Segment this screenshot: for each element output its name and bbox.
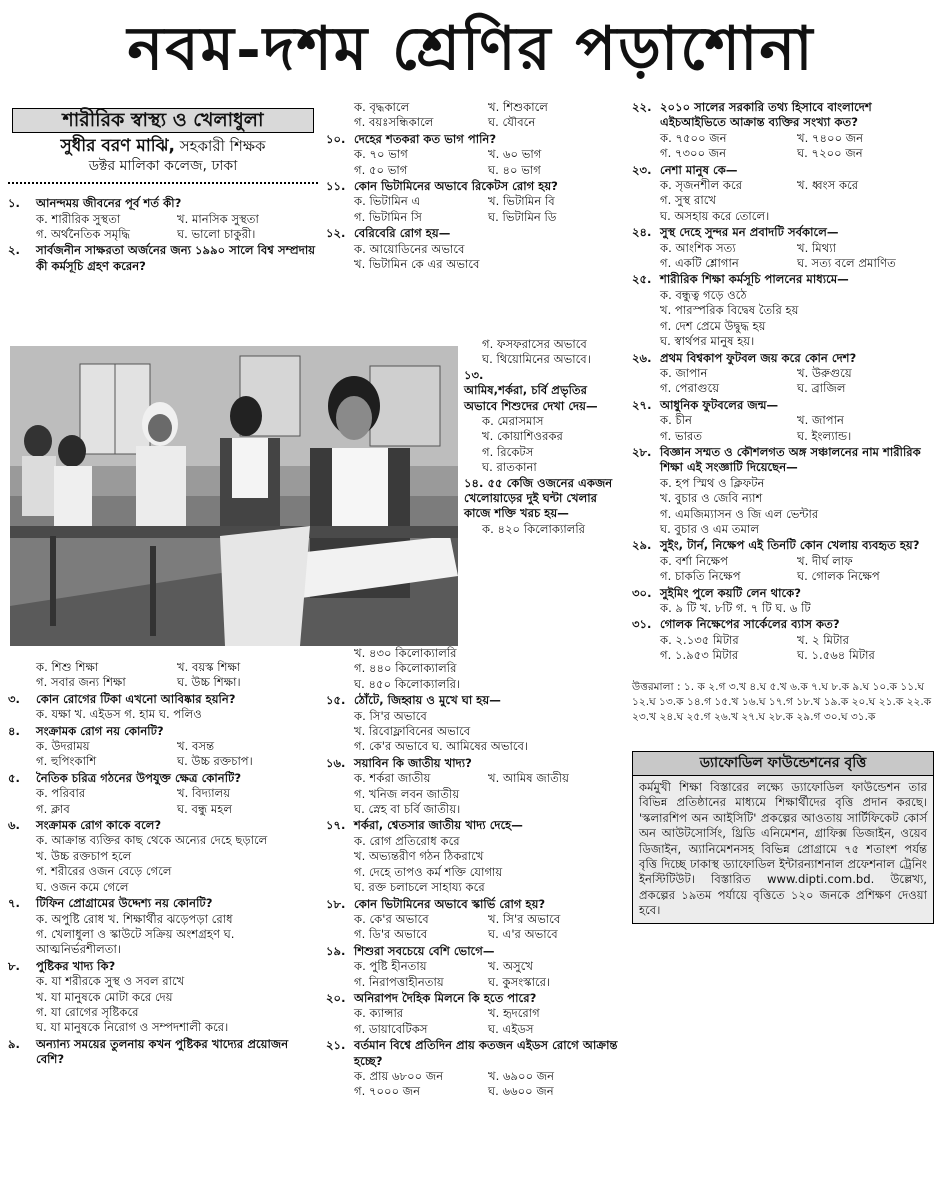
option-text: খ. জাপান xyxy=(797,413,844,428)
question-text-row xyxy=(326,226,622,241)
question-number: ১৮. xyxy=(326,896,346,911)
question-text-row xyxy=(632,538,934,553)
question-item xyxy=(632,445,934,537)
option-text: ঘ. ইংল্যান্ড। xyxy=(797,428,852,443)
option-row xyxy=(632,633,934,648)
option-line: ঘ. স্বার্থপর মানুষ হয়। xyxy=(660,334,755,349)
option-text: গ. একটি শ্লোগান xyxy=(660,256,739,271)
question-text-row xyxy=(8,724,318,739)
option-line: খ. ৪৩০ কিলোক্যালরি xyxy=(354,646,457,660)
option-text: ক. ২.১৩৫ মিটার xyxy=(660,632,739,647)
option-text: গ. অর্থনৈতিক সমৃদ্ধি xyxy=(36,227,131,242)
option-text: ঘ. উচ্চ রক্তচাপ। xyxy=(177,754,253,769)
question-number: ৬. xyxy=(8,818,20,833)
option-text: গ. ভিটামিন সি xyxy=(354,209,422,224)
question-text-row xyxy=(8,818,318,833)
question-text: বর্তমান বিশ্বে প্রতিদিন প্রায় কতজন এইডস রোগে আক্রান্ত হচ্ছে? xyxy=(354,1038,618,1068)
wrapped-line: ঘ. থিয়োমিনের অভাবে। xyxy=(482,352,591,367)
option-line: গ. শরীরের ওজন বেড়ে গেলে xyxy=(36,864,172,879)
option-row xyxy=(8,212,318,227)
column-left-lower xyxy=(8,660,318,1069)
question-number: ১৫. xyxy=(326,693,346,708)
option-line: গ. খনিজ লবন জাতীয় xyxy=(354,786,460,801)
option-row xyxy=(8,786,318,801)
option-text: গ. বয়ঃসন্ধিকালে xyxy=(354,115,434,130)
question-text: আনন্দময় জীবনের পূর্ব শর্ত কী? xyxy=(36,196,182,211)
question-text-row xyxy=(632,617,934,632)
option-row xyxy=(632,366,934,381)
question-item xyxy=(326,132,622,178)
option-line: ঘ. বুচার ও এম তমাল xyxy=(660,521,759,536)
option-line: ঘ. অসহায় করে তোলে। xyxy=(660,208,770,223)
option-text: খ. বিদ্যালয় xyxy=(177,786,231,801)
option-text: ক. উদরাময় xyxy=(36,739,90,754)
option-text: খ. ধ্বংস করে xyxy=(797,178,859,193)
question-item xyxy=(326,179,622,225)
option-text: খ. ৬৯০০ জন xyxy=(488,1068,555,1083)
option-text: গ. ভারত xyxy=(660,428,703,443)
question-text: সয়াবিন কি জাতীয় খাদ্য? xyxy=(354,755,472,770)
option-text: ঘ. এ'র অভাবে xyxy=(488,927,558,942)
question-item xyxy=(326,693,622,755)
question-text-row xyxy=(8,1037,318,1068)
option-line: গ. যা রোগের সৃষ্টিকরে xyxy=(36,1004,139,1019)
option-text: গ. নিরাপত্তাহীনতায় xyxy=(354,974,444,989)
option-text: ক. ভিটামিন এ xyxy=(354,194,421,209)
question-number: ৩১. xyxy=(632,617,652,632)
question-text: নৈতিক চরিত্র গঠনের উপযুক্ত ক্ষেত্র কোনটি? xyxy=(36,770,242,785)
question-list xyxy=(8,196,318,274)
question-text-row xyxy=(8,771,318,786)
question-item xyxy=(8,724,318,770)
option-text: গ. ৭০০০ জন xyxy=(354,1084,421,1099)
option-text: গ. পেরাগুয়ে xyxy=(660,381,720,396)
question-item xyxy=(632,225,934,271)
question-item xyxy=(632,538,934,584)
question-text: পুষ্টিকর খাদ্য কি? xyxy=(36,958,116,973)
author-line xyxy=(8,136,318,157)
question-number: ২৬. xyxy=(632,350,652,365)
option-line: খ. উচ্চ রক্তচাপ হলে xyxy=(36,848,132,863)
option-text: খ. শিশুকালে xyxy=(488,100,548,114)
option-text: ক. বর্শা নিক্ষেপ xyxy=(660,553,728,568)
question-number: ২৯. xyxy=(632,538,652,553)
question-item xyxy=(326,100,622,131)
question-item xyxy=(326,1038,622,1100)
question-number: ৩০. xyxy=(632,585,652,600)
question-item xyxy=(8,243,318,274)
option-line: ঘ. ৪৫০ কিলোক্যালরি। xyxy=(354,676,461,691)
question-item xyxy=(8,660,318,691)
question-number: ২. xyxy=(8,243,20,258)
answer-key: উত্তরমালা : ১. ক ২.গ ৩.খ ৪.ঘ ৫.খ ৬.ক ৭.ঘ ৮.ক ৯.ঘ ১০.ক ১১.ঘ ১২.ঘ ১৩.ক ১৪.গ ১৫.খ ১৬.ঘ ১৭.গ ১৮.খ ১৯.ক ২০.ঘ ২১.ক ২২.ক ২৩.খ ২৪.ঘ ২৫.গ ২৬.খ ২৭.ঘ ২৮.ক ২৯.গ ৩০.ঘ ৩১.ক xyxy=(632,680,932,723)
option-text: ঘ. ভিটামিন ডি xyxy=(488,209,557,224)
question-text: কোন ভিটামিনের অভাবে স্কার্ভি রোগ হয়? xyxy=(354,896,546,911)
option-line: খ. বুচার ও জেবি ন্যাশ xyxy=(660,491,763,506)
question-number: ১০. xyxy=(326,131,346,146)
question-number: ২৪. xyxy=(632,225,652,240)
option-text: ক. জাপান xyxy=(660,365,708,380)
option-line: ক. রোগ প্রতিরোধ করে xyxy=(354,833,460,848)
question-text: সংক্রামক রোগ কাকে বলে? xyxy=(36,818,162,833)
option-text: ক. পরিবার xyxy=(36,786,86,801)
wrapped-line: খ. কোয়াশিওরকর xyxy=(482,429,563,444)
question-text-row xyxy=(8,692,318,707)
question-text-row xyxy=(326,693,622,708)
option-text: ক. সৃজনশীল করে xyxy=(660,178,743,193)
option-row xyxy=(326,1006,622,1021)
question-text-row xyxy=(632,163,934,178)
wrapped-line: ক. ৪২০ কিলোক্যালরি xyxy=(482,521,586,536)
option-line: গ. খেলাধুলা ও স্কাউটে সক্রিয় অংশগ্রহণ ঘ. আত্মনির্ভরশীলতা। xyxy=(36,926,235,957)
question-text: বিজ্ঞান সম্মত ও কৌশলগত অঙ্গ সঞ্চালনের নাম শারীরিক শিক্ষা এই সংজ্ঞাটি দিয়েছেন— xyxy=(660,444,921,475)
option-text: ঘ. উচ্চ শিক্ষা। xyxy=(177,675,241,690)
question-text-row xyxy=(326,818,622,833)
question-item xyxy=(326,991,622,1037)
option-row xyxy=(8,754,318,769)
option-text: ক. ক্যান্সার xyxy=(354,1006,404,1021)
question-text: শিশুরা সবচেয়ে বেশি ভোগে— xyxy=(354,943,495,958)
question-text: শারীরিক শিক্ষা কর্মসূচি পালনের মাধ্যমে— xyxy=(660,272,849,287)
option-row xyxy=(632,569,934,584)
option-line: খ. পারস্পরিক বিদ্বেষ তৈরি হয় xyxy=(660,303,799,318)
scholarship-box xyxy=(632,751,934,924)
section-title: শারীরিক স্বাস্থ্য ও খেলাধুলা xyxy=(12,108,314,133)
option-text: খ. বসন্ত xyxy=(177,739,215,754)
option-line: গ. এমজিম্যাসন ও জি এল ভেন্টার xyxy=(660,506,819,521)
option-line: ক. ৯ টি খ. ৮টি গ. ৭ টি ঘ. ৬ টি xyxy=(660,601,811,615)
option-row xyxy=(326,194,622,209)
photo-illustration xyxy=(10,346,458,646)
question-text: সংক্রামক রোগ নয় কোনটি? xyxy=(36,723,164,738)
option-row xyxy=(326,210,622,225)
option-text: খ. সি'র অভাবে xyxy=(488,911,561,926)
question-text-row xyxy=(632,100,934,131)
option-text: গ. ১.৯৫৩ মিটার xyxy=(660,648,739,663)
question-text: প্রথম বিশ্বকাপ ফুটবল জয় করে কোন দেশ? xyxy=(660,350,857,365)
option-text: ঘ. সত্য বলে প্রমাণিত xyxy=(797,256,896,271)
option-text: ঘ. ৭২০০ জন xyxy=(797,146,863,161)
author-role: সহকারী শিক্ষক xyxy=(179,137,266,156)
students-exam-photo xyxy=(10,346,458,646)
question-item xyxy=(8,692,318,723)
option-text: খ. ৭৪০০ জন xyxy=(797,130,864,145)
question-number: ১৭. xyxy=(326,818,346,833)
question-number: ৫. xyxy=(8,770,20,785)
option-line: খ. অভ্যন্তরীণ গঠন ঠিকরাখে xyxy=(354,849,484,864)
wrapped-line: ক. মেরাসমাস xyxy=(482,414,544,429)
option-row xyxy=(632,256,934,271)
wrapped-line: গ. রিকেটস xyxy=(482,444,534,459)
option-text: খ. হৃদরোগ xyxy=(488,1006,540,1021)
option-row xyxy=(632,381,934,396)
option-row xyxy=(326,163,622,178)
question-item xyxy=(632,586,934,617)
question-text-row xyxy=(326,1038,622,1069)
option-text: ক. আংশিক সত্য xyxy=(660,240,736,255)
question-text: কোন ভিটামিনের অভাবে রিকেটস রোগ হয়? xyxy=(354,179,558,194)
column-left xyxy=(8,108,318,275)
question-item xyxy=(326,756,622,818)
question-text-row xyxy=(8,896,318,911)
question-number: ২৮. xyxy=(632,444,652,459)
option-text: ঘ. কুসংস্কারে। xyxy=(488,974,551,989)
question-text-row xyxy=(326,179,622,194)
option-row xyxy=(326,1069,622,1084)
option-row xyxy=(8,739,318,754)
question-text-row xyxy=(632,351,934,366)
question-text-row xyxy=(326,944,622,959)
option-text: ক. পুষ্টি হীনতায় xyxy=(354,959,427,974)
option-text: খ. মিথ্যা xyxy=(797,240,836,255)
question-text: অন্যান্য সময়ের তুলনায় কখন পুষ্টিকর খাদ্যের প্রয়োজন বেশি? xyxy=(36,1036,289,1067)
option-text: খ. ভিটামিন বি xyxy=(488,194,555,209)
question-text: দেহের শতকরা কত ভাগ পানি? xyxy=(354,131,497,146)
option-line: ক. অপুষ্টি রোধ খ. শিক্ষার্থীর ঝড়েপড়া রোধ xyxy=(36,911,233,926)
option-row xyxy=(632,178,934,193)
wrapped-line: ১৪. ৫৫ কেজি ওজনের একজন খেলোয়াড়ের দুই ঘন্টা খেলার কাজে শক্তি খরচ হয়— xyxy=(464,475,613,521)
option-line: ক. যক্ষা খ. এইডস গ. হাম ঘ. পলিও xyxy=(36,707,202,722)
question-item xyxy=(632,272,934,349)
option-row xyxy=(632,648,934,663)
question-text-row xyxy=(326,132,622,147)
question-text: কোন রোগের টিকা এখনো আবিষ্কার হয়নি? xyxy=(36,691,236,706)
option-row xyxy=(326,115,622,130)
question-item xyxy=(632,617,934,663)
page-banner xyxy=(0,0,942,100)
question-number: ২৩. xyxy=(632,162,652,177)
option-line: ঘ. রক্ত চলাচলে সাহায্য করে xyxy=(354,880,485,895)
author-name: সুধীর বরণ মাঝি, xyxy=(60,136,175,157)
question-number: ১৯. xyxy=(326,943,346,958)
option-text: ক. ৭৫০০ জন xyxy=(660,130,727,145)
question-item xyxy=(326,818,622,895)
option-text: ঘ. ভালো চাকুরী। xyxy=(177,227,256,242)
option-line: ক. বন্ধুত্ব গড়ে ওঠে xyxy=(660,287,747,302)
option-row xyxy=(8,802,318,817)
question-text-row xyxy=(632,272,934,287)
column-right xyxy=(632,100,934,924)
question-item xyxy=(632,398,934,444)
question-text: ২০১০ সালের সরকারি তথ্য হিসাবে বাংলাদেশ এইচআইভিতে আক্রান্ত ব্যক্তির সংখ্যা কত? xyxy=(660,100,872,130)
option-text: ক. কে'র অভাবে xyxy=(354,911,429,926)
option-text: গ. ডি'র অভাবে xyxy=(354,927,428,942)
question-text: সুস্থ দেহে সুন্দর মন প্রবাদটি সর্বকালে— xyxy=(660,225,839,240)
question-item xyxy=(326,226,622,272)
question-text: টিফিন প্রোগ্রামের উদ্দেশ্য নয় কোনটি? xyxy=(36,896,213,911)
option-line: খ. রিবোফ্লাবিনের অভাবে xyxy=(354,724,471,739)
option-row xyxy=(326,1084,622,1099)
scholarship-title: ড্যাফোডিল ফাউন্ডেশনের বৃত্তি xyxy=(632,751,934,776)
option-text: ক. ৭০ ভাগ xyxy=(354,147,408,162)
option-text: ঘ. গোলক নিক্ষেপ xyxy=(797,569,880,584)
option-row xyxy=(632,146,934,161)
option-text: ক. বৃদ্ধকালে xyxy=(354,100,410,114)
question-item xyxy=(632,351,934,397)
option-line: ক. যা শরীরকে সুস্থ ও সবল রাখে xyxy=(36,974,185,989)
question-text-row xyxy=(632,398,934,413)
option-text: গ. ৫০ ভাগ xyxy=(354,162,408,177)
question-text: আধুনিক ফুটবলের জন্ম— xyxy=(660,397,779,412)
question-text: শর্করা, শ্বেতসার জাতীয় খাদ্য দেহে— xyxy=(354,818,523,833)
option-text: গ. সবার জন্য শিক্ষা xyxy=(36,675,126,690)
option-line: খ. ভিটামিন কে এর অভাবে xyxy=(354,257,480,272)
wrapped-line: গ. ফসফরাসের অভাবে xyxy=(482,337,587,351)
page-title: নবম-দশম শ্রেণির পড়াশোনা xyxy=(127,14,815,84)
option-row xyxy=(8,675,318,690)
question-text-row xyxy=(8,959,318,974)
wrapped-line: আমিষ,শর্করা, চর্বি প্রভৃতির অভাবে শিশুদের দেখা দেয়— xyxy=(464,383,598,413)
option-line: ক. সি'র অভাবে xyxy=(354,708,427,723)
option-line: ক. আয়োডিনের অভাবে xyxy=(354,241,465,256)
option-line: গ. দেহে তাপও কর্ম শক্তি যোগায় xyxy=(354,864,503,879)
question-text-row xyxy=(632,586,934,601)
option-line: গ. কে'র অভাবে ঘ. আমিষের অভাবে। xyxy=(354,739,529,754)
question-text-row xyxy=(8,196,318,211)
question-text: সার্বজনীন সাক্ষরতা অর্জনের জন্য ১৯৯০ সালে বিশ্ব সম্প্রদায় কী কর্মসূচি গ্রহণ করেন? xyxy=(36,243,316,273)
option-line: ক. হপ স্মিথ ও ক্লিফটন xyxy=(660,475,765,490)
option-text: ক. চীন xyxy=(660,413,692,428)
question-item xyxy=(8,959,318,1036)
scholarship-body: কর্মমুখী শিক্ষা বিস্তারের লক্ষ্যে ড্যাফোডিল ফাউন্ডেশন তার বিভিন্ন প্রতিষ্ঠানের মাধ্যমে শিক্ষার্থীদের বৃত্তি প্রদান করছে। 'স্কলারশিপ অন আইসিটি' প্রকল্পের আওতায় সার্টিফিকেট কোর্স অন আউটসোর্সিং, থ্রিডি এনিমেশন, গ্রাফিক্স ডিজাইন, ওয়েব ডিজাইন, অ্যানিমেশনসহ বিভিন্ন প্রোগ্রামে ৭৫ শতাংশ পর্যন্ত বৃত্তি দিচ্ছে ঢাকাস্থ ড্যাফোডিল ইন্টারন্যাশনাল প্রফেশনাল ট্রেনিং ইনস্টিটিউট। বিস্তারিত www.dipti.com.bd. উল্লেখ্য, প্রকল্পের ১৯তম পর্যায়ে বৃত্তিতে ১২০ জনকে প্রশিক্ষণ দেওয়া হবে। xyxy=(632,776,934,924)
option-text: গ. চাকতি নিক্ষেপ xyxy=(660,569,741,584)
option-text: খ. উরুগুয়ে xyxy=(797,365,852,380)
question-text-row xyxy=(632,225,934,240)
question-item xyxy=(8,818,318,895)
option-row xyxy=(326,1022,622,1037)
question-number: ১৬. xyxy=(326,755,346,770)
question-item xyxy=(632,100,934,162)
question-text-row xyxy=(326,756,622,771)
option-text: খ. দীর্ঘ লাফ xyxy=(797,553,853,568)
option-row xyxy=(326,147,622,162)
question-number: ২৭. xyxy=(632,397,652,412)
question-list xyxy=(632,100,934,664)
option-text: খ. ২ মিটার xyxy=(797,632,850,647)
question-number: ২০. xyxy=(326,990,346,1005)
question-text: গোলক নিক্ষেপের সার্কেলের ব্যাস কত? xyxy=(660,617,840,632)
option-line: গ. সুস্থ রাখে xyxy=(660,193,716,208)
option-line: ক. আক্রান্ত ব্যক্তির কাছ থেকে অন্যের দেহে ছড়ালে xyxy=(36,833,268,848)
question-item xyxy=(8,196,318,242)
option-text: ঘ. ১.৫৬৪ মিটার xyxy=(797,648,875,663)
question-text: অনিরাপদ দৈহিক মিলনে কি হতে পারে? xyxy=(354,990,537,1005)
option-row xyxy=(632,413,934,428)
question-item xyxy=(8,1037,318,1068)
question-text-row xyxy=(326,897,622,912)
question-number: ২২. xyxy=(632,100,652,114)
question-number: ৮. xyxy=(8,958,20,973)
option-text: গ. ক্লাব xyxy=(36,801,70,816)
option-text: খ. বয়স্ক শিক্ষা xyxy=(177,660,241,674)
option-row xyxy=(632,241,934,256)
option-text: ক. শিশু শিক্ষা xyxy=(36,660,99,674)
question-text: বেরিবেরি রোগ হয়— xyxy=(354,226,451,241)
question-item xyxy=(326,897,622,943)
question-item xyxy=(8,896,318,958)
question-item xyxy=(632,163,934,225)
question-text-row xyxy=(632,445,934,476)
option-text: ঘ. ব্রাজিল xyxy=(797,381,846,396)
option-row xyxy=(632,131,934,146)
question-number: ১. xyxy=(8,196,20,211)
option-text: খ. ৬০ ভাগ xyxy=(488,147,542,162)
question-number: ৪. xyxy=(8,723,20,738)
question-item xyxy=(8,771,318,817)
option-row xyxy=(326,771,622,786)
option-row xyxy=(8,227,318,242)
option-text: খ. আমিষ জাতীয় xyxy=(488,771,569,786)
option-row xyxy=(326,959,622,974)
column-middle-lower xyxy=(326,646,622,1101)
column-middle xyxy=(326,100,622,273)
option-text: ক. প্রায় ৬৮০০ জন xyxy=(354,1068,444,1083)
option-text: গ. হুপিংকাশি xyxy=(36,754,97,769)
option-row xyxy=(326,912,622,927)
option-text: গ. ডায়াবেটিকস xyxy=(354,1021,428,1036)
wrapped-line: ঘ. রাতকানা xyxy=(482,460,537,475)
option-line: গ. ৪৪০ কিলোক্যালরি xyxy=(354,661,457,676)
option-text: ঘ. এইডস xyxy=(488,1021,534,1036)
question-item xyxy=(326,646,622,692)
option-text: ঘ. ৬৬০০ জন xyxy=(488,1084,554,1099)
question-number: ১২. xyxy=(326,226,346,241)
option-line: ঘ. স্নেহ বা চর্বি জাতীয়। xyxy=(354,802,461,817)
question-text-row xyxy=(326,991,622,1006)
question-item xyxy=(326,944,622,990)
option-row xyxy=(632,554,934,569)
option-line: গ. দেশ প্রেমে উদ্বুদ্ধ হয় xyxy=(660,318,766,333)
option-text: ঘ. যৌবনে xyxy=(488,115,536,130)
option-row xyxy=(326,927,622,942)
question-text: সুইং, টার্ন, নিক্ষেপ এই তিনটি কোন খেলায় ব্যবহৃত হয়? xyxy=(660,538,920,553)
option-row xyxy=(632,429,934,444)
option-text: ক. শর্করা জাতীয় xyxy=(354,771,431,786)
option-row xyxy=(8,660,318,675)
option-line: ঘ. যা মানুষকে নিরোগ ও সম্পদশালী করে। xyxy=(36,1020,229,1035)
question-number: ১১. xyxy=(326,179,346,194)
option-text: গ. ৭৩০০ জন xyxy=(660,146,727,161)
option-text: ক. শারীরিক সুস্থতা xyxy=(36,211,121,226)
question-number: ৭. xyxy=(8,896,20,911)
question-number: ৩. xyxy=(8,691,20,706)
option-row xyxy=(326,100,622,115)
option-text: খ. মানসিক সুস্থতা xyxy=(177,211,259,226)
question-text-row xyxy=(8,243,318,274)
question-number: ২৫. xyxy=(632,272,652,287)
wrapped-line: ১৩. xyxy=(464,367,484,382)
question-number: ২১. xyxy=(326,1038,346,1053)
question-text: ঠোঁটে, জিহ্বায় ও মুখে ঘা হয়— xyxy=(354,693,501,708)
wrapped-questions xyxy=(464,337,622,537)
option-text: ঘ. বন্ধু মহল xyxy=(177,801,233,816)
author-college: ডক্টর মালিকা কলেজ, ঢাকা xyxy=(8,159,318,184)
question-text: সুইমিং পুলে কয়টি লেন থাকে? xyxy=(660,585,801,600)
question-number: ৯. xyxy=(8,1036,20,1051)
option-text: খ. অসুখে xyxy=(488,959,533,974)
option-line: খ. যা মানুষকে মোটা করে দেয় xyxy=(36,989,173,1004)
option-text: ঘ. ৪০ ভাগ xyxy=(488,162,541,177)
option-row xyxy=(326,975,622,990)
question-text: নেশা মানুষ কে— xyxy=(660,162,738,177)
option-line: ঘ. ওজন কমে গেলে xyxy=(36,879,129,894)
